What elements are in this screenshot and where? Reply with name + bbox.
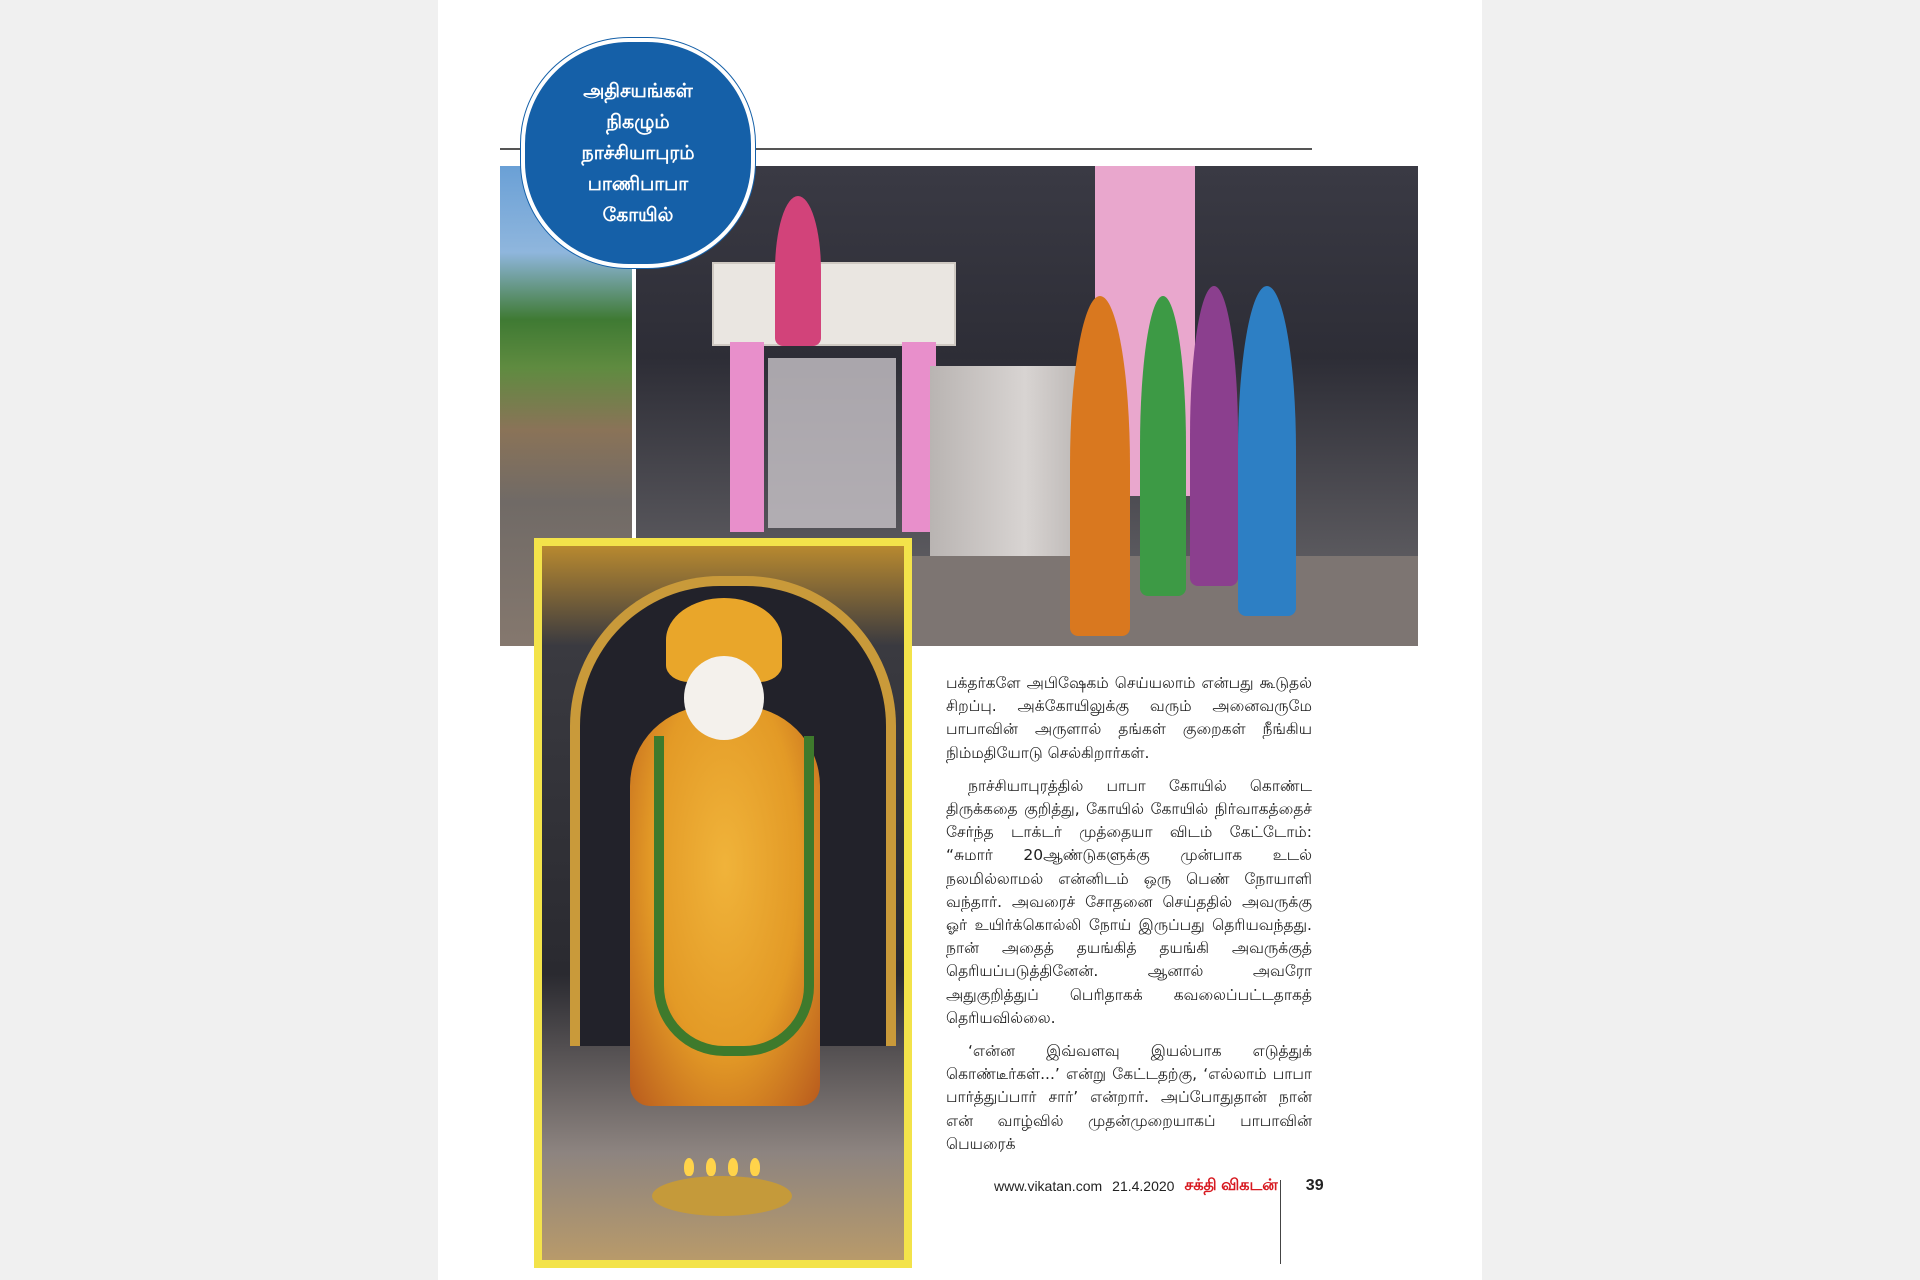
- footer-divider: [1280, 1180, 1281, 1264]
- idol-face: [684, 656, 764, 740]
- article-paragraph: நாச்சியாபுரத்தில் பாபா கோயில் கொண்ட திருக்கதை குறித்து, கோயில் கோயில் நிர்வாகத்தைச் சேர்ந்த டாக்டர் முத்தையா விடம் கேட்டோம்: “சுமார் 20ஆண்டுகளுக்கு முன்பாக உடல் நலமில்லாமல் என்னிடம் ஒரு பெண் நோயாளி வந்தார். அவரைச் சோதனை செய்ததில் அவருக்கு ஓர் உயிர்க்கொல்லி நோய் இருப்பது தெரியவந்தது. நான் அதைத் தயங்கித் தயங்கி அவருக்குத் தெரியப்படுத்தினேன். ஆனால் அவரோ அதுகுறித்துப் பெரிதாகக் கவலைப்பட்டதாகத் தெரியவில்லை.: [946, 776, 1312, 1027]
- article-title-badge: [521, 38, 755, 268]
- lamp-flame: [750, 1158, 760, 1176]
- badge-title-line: பாணிபாபா: [587, 172, 689, 195]
- devotee-figure: [775, 196, 821, 346]
- lamp-flame: [728, 1158, 738, 1176]
- page-number: 39: [1305, 1177, 1324, 1194]
- shrine: [712, 262, 952, 542]
- article-body: [946, 672, 1312, 1166]
- article-paragraph: ‘என்ன இவ்வளவு இயல்பாக எடுத்துக் கொண்டீர்கள்...’ என்று கேட்டதற்கு, ‘எல்லாம் பாபா பார்த்துப்பார் சார்’ என்றார். அப்போதுதான் நான் என் வாழ்வில் முதன்முறையாகப் பாபாவின் பெயரைக்: [946, 1042, 1312, 1153]
- devotee-figure: [1140, 296, 1186, 596]
- devotee-figure: [1190, 286, 1238, 586]
- article-paragraph: பக்தர்களே அபிஷேகம் செய்யலாம் என்பது கூடுதல் சிறப்பு. அக்கோயிலுக்கு வரும் அனைவருமே பாபாவின் அருளால் தங்கள் குறைகள் நீங்கிய நிம்மதியோடு செல்கிறார்கள்.: [946, 674, 1312, 762]
- page-footer: [994, 1174, 1324, 1198]
- badge-title-line: அதிசயங்கள்: [583, 79, 693, 102]
- lamp-flame: [706, 1158, 716, 1176]
- footer-date: 21.4.2020: [1112, 1178, 1175, 1194]
- devotee-figure: [1070, 296, 1130, 636]
- footer-url: www.vikatan.com: [994, 1178, 1103, 1194]
- badge-title-line: கோயில்: [602, 203, 674, 226]
- lamp-flame: [684, 1158, 694, 1176]
- oil-lamp: [652, 1176, 792, 1216]
- sai-baba-idol-photo: [534, 538, 912, 1268]
- badge-title-line: நிகழும்: [606, 110, 670, 133]
- badge-title-line: நாச்சியாபுரம்: [581, 141, 695, 164]
- magazine-name: சக்தி விகடன்: [1184, 1177, 1278, 1194]
- devotee-figure: [1238, 286, 1296, 616]
- flower-garland: [654, 736, 814, 1056]
